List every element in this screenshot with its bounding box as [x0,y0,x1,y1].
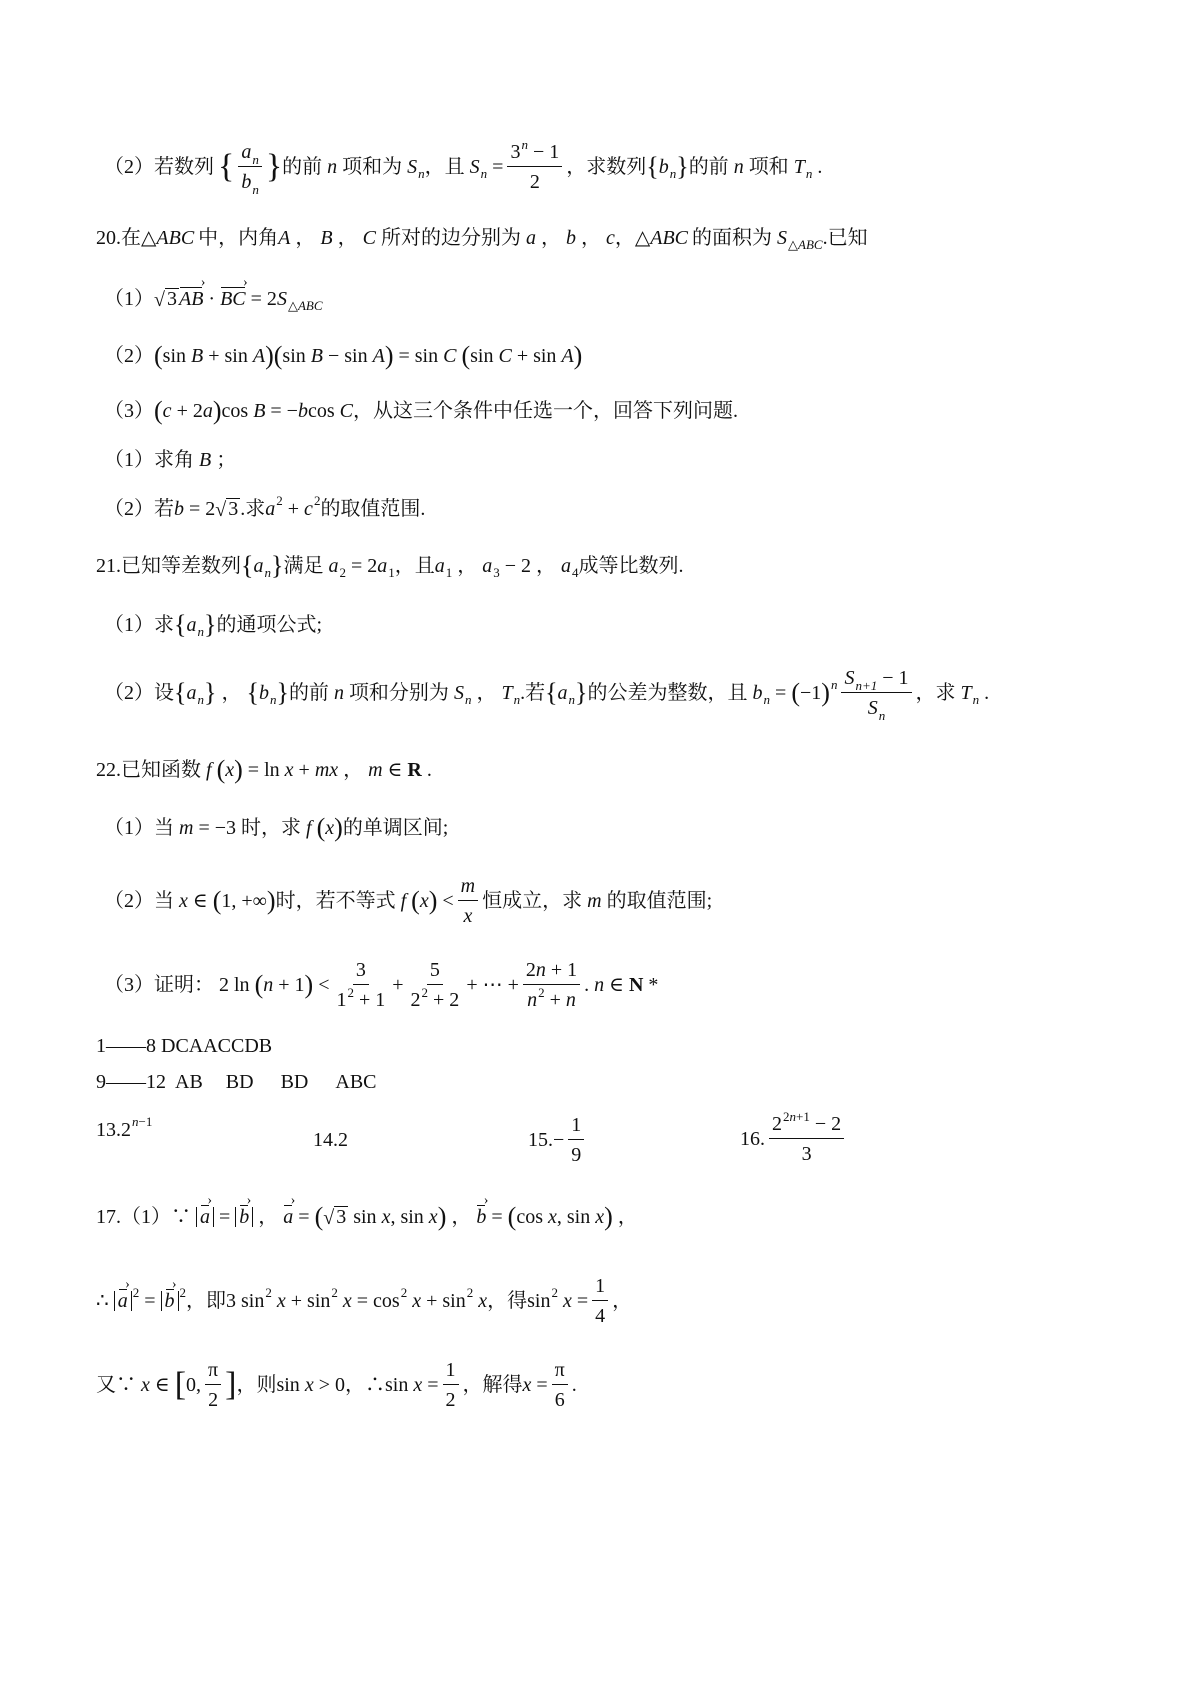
q20-condition-2: （2） ( sin B + sin A )( sin B − sin A ) = sin C ( sin C + sin A ) [104,341,583,370]
q20-question-1: （1）求角 B ； [104,449,237,471]
q22-question-1: （1）当 m = −3 时，求 f ( x ) 的单调区间; [104,813,449,842]
q22-question-3: （3）证明： 2 ln ( n + 1 ) < $\frac{3}{1^2 + 1}$ + $\frac{5}{2^2 + 2}$ + ⋯ + $\frac{2n + 1}{n^2 + n}$ . n ∈ N * [104,959,659,1011]
answer-row-1-8: 1——8 DCAACCDB [96,1035,273,1057]
q20-condition-1: （1） √ 3 AB › · BC › = 2 S △ABC [104,288,323,310]
q21-question-2: （2）设 { a n } ， { b n } 的前 n 项和分别为 S n ， T n .若 { a n } 的公差为整数，且 b n = ( −1 ) n $\frac{S_{n+1} - 1}{S_n}$ ，求 T n . [104,667,990,723]
q17-line-1: 17.（1）∵ a › = b › ， a › = ( √ 3 sin x , sin x ) ， b › = ( cos x , sin x ) ， [96,1204,638,1230]
m-over-x-fraction: $\frac{m}{x}$ [458,876,478,926]
a-over-b-fraction: $\frac{a_n}{b_n}$ [238,142,262,192]
answer-16: 16. $\frac{2^{2n+1} - 2}{3}$ [740,1114,848,1164]
answer-15: 15. − $\frac{1}{9}$ [528,1115,588,1165]
q19-part2-label: （2）若数列 [104,156,214,178]
answer-row-9-12: 9——12 AB BD BD ABC [96,1071,377,1093]
q22-question-2: （2）当 x ∈ ( 1, +∞ ) 时，若不等式 f ( x ) < $\frac{m}{x}$ 恒成立，求 m 的取值范围; [104,875,713,927]
q21-stem: 21.已知等差数列 { a n } 满足 a 2 = 2 a 1 ，且 a 1 ， a 3 − 2 ， a 4 成等比数列. [96,551,684,580]
q20-question-2: （2）若 b = 2 √ 3 .求 a 2 + c 2 的取值范围. [104,492,426,521]
answer-14: 14.2 [313,1129,348,1151]
answer-13: 13. 2 n−1 [96,1113,153,1141]
b-n-fraction: $\frac{S_{n+1} - 1}{S_n}$ [841,668,911,718]
q20-condition-3: （3） ( c + 2 a ) cos B = − b cos C ，从这三个条件中任选一个，回答下列问题. [104,396,738,425]
q21-question-1: （1）求 { a n } 的通项公式; [104,610,323,639]
q17-line-2: ∴ a › 2 = b › 2 ，即 3 sin 2 x + sin 2 x = cos 2 x + sin 2 x ，得 sin 2 x = $\frac{1}{4}$ ， [96,1276,632,1326]
q17-line-3: 又∵ x ∈ [ 0, $\frac{\pi}{2}$ ] ，则 sin x > 0 ，∴ sin x = $\frac{1}{2}$ ，解得 x = $\frac{\pi}{6}$ . [96,1359,577,1411]
q22-stem: 22.已知函数 f ( x ) = ln x + mx ， m ∈ R . [96,755,432,784]
sn-formula-fraction: $\frac{3^n - 1}{2}$ [507,142,562,192]
q20-stem: 20.在△ ABC 中，内角 A ， B ， C 所对的边分别为 a ， b ， c ，△ ABC 的面积为 S △ABC .已知 [96,227,868,252]
q19-part2: （2）若数列 { $\frac{a_n}{b_n}$ } 的前 n 项和为 S n ，且 S n = $\frac{3^n - 1}{2}$ ，求数列 { b n } 的前 n 项和 T n . [104,137,823,197]
